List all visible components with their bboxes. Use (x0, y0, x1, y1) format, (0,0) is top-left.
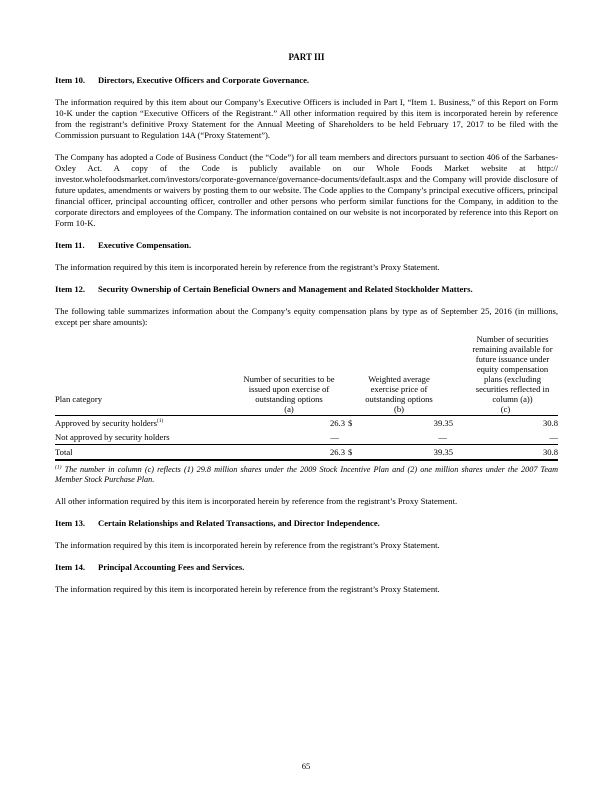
header-col-b: Weighted average exercise price of outstanding options (365, 374, 433, 404)
item-title: Certain Relationships and Related Transactions, and Director Independence. (98, 518, 380, 528)
table-footnote: $^{(1)}$ The number in column (c) reflects (1) 29.8 million shares under the 2009 Stock Incentive Plan and (2) one million shares under the 2007 Team Member Stock Purchase Plan. (55, 464, 558, 484)
table-letter-row (55, 404, 558, 416)
header-plan-category: Plan category (55, 394, 103, 404)
item-11-heading (55, 240, 558, 251)
cell-b: 39.35 (433, 418, 453, 428)
item-number: Item 14. (55, 562, 86, 572)
item-number: Item 10. (55, 75, 86, 85)
cell-c: — (549, 432, 558, 442)
total-label: Total (55, 445, 233, 461)
header-col-a: Number of securities to be issued upon exercise of outstanding options (243, 374, 335, 404)
total-c: 30.8 (453, 445, 558, 461)
row-label: Approved by security holders$^{(1)}$ (55, 418, 164, 428)
item-12-intro: The following table summarizes information about the Company’s equity compensation plans by type as of September 25, 2016 (in millions, except per share amounts): (55, 306, 558, 327)
table-row (55, 416, 558, 431)
item-12-heading (55, 284, 558, 295)
item-10-paragraph-1: The information required by this item about our Company’s Executive Officers is included in Part I, “Item 1. Business,” of this Report on Form 10-K under the caption “Executive Officers of the Registrant.” All other information required by this item is incorporated herein by reference from the registrant’s definitive Proxy Statement for the Annual Meeting of Shareholders to be held February 17, 2017 to be filed with the Commission pursuant to Regulation 14A (“Proxy Statement”). (55, 97, 558, 140)
table-row (55, 430, 558, 445)
currency-symbol: $ (345, 445, 361, 461)
item-12-paragraph: All other information required by this item is incorporated herein by reference from the registrant’s Proxy Statement. (55, 496, 458, 506)
item-14-paragraph: The information required by this item is incorporated herein by reference from the registrant’s Proxy Statement. (55, 584, 440, 594)
item-title: Security Ownership of Certain Beneficial Owners and Management and Related Stockholder Matters. (98, 284, 473, 294)
currency-symbol: $ (348, 418, 353, 428)
total-a: 26.3 (233, 445, 345, 461)
item-number: Item 12. (55, 284, 86, 294)
document-page (55, 52, 558, 606)
letter-a: (a) (233, 404, 345, 416)
item-10-paragraph-2: The Company has adopted a Code of Business Conduct (the “Code”) for all team members and directors pursuant to section 406 of the Sarbanes-Oxley Act. A copy of the Code is publicly available on our Whole Foods Market website at http:// investor.wholefoodsmarket.com/investors/corporate-governance/governance-documents/default.aspx and the Company will provide disclosure of future updates, amendments or waivers by posting them to our website. The Code applies to the Company’s principal executive officers, principal financial officer, principal accounting officer, controller and other persons who perform similar functions for the Company, in addition to the corporate directors and employees of the Company. The information contained on our website is not incorporated by reference into this Report on Form 10-K. (55, 152, 558, 228)
cell-a: — (330, 432, 339, 442)
item-title: Executive Compensation. (98, 240, 192, 250)
footnote-mark: (1) (55, 464, 62, 471)
item-13-heading (55, 518, 558, 529)
item-14-heading (55, 562, 558, 573)
cell-a: 26.3 (329, 418, 345, 428)
item-10-heading (55, 75, 558, 86)
item-title: Principal Accounting Fees and Services. (98, 562, 245, 572)
item-number: Item 11. (55, 240, 85, 250)
item-11-paragraph: The information required by this item is incorporated herein by reference from the registrant’s Proxy Statement. (55, 262, 440, 272)
letter-b: (b) (345, 404, 453, 416)
cell-c: 30.8 (542, 418, 558, 428)
footnote-mark: (1) (156, 418, 164, 425)
part-title: PART III (288, 52, 325, 62)
item-number: Item 13. (55, 518, 86, 528)
row-label: Not approved by security holders (55, 432, 170, 442)
page-number: 65 (301, 761, 311, 771)
header-col-c: Number of securities remaining available for future issuance under equity compensation plans (excluding securities reflected in column (a)) (472, 334, 553, 404)
table-total-row (55, 445, 558, 461)
table-header-row (55, 334, 558, 404)
letter-c: (c) (453, 404, 558, 416)
item-title: Directors, Executive Officers and Corporate Governance. (98, 75, 310, 85)
total-b: 39.35 (361, 445, 453, 461)
cell-b: — (438, 432, 447, 442)
equity-compensation-table (55, 334, 558, 461)
item-13-paragraph: The information required by this item is incorporated herein by reference from the registrant’s Proxy Statement. (55, 540, 440, 550)
